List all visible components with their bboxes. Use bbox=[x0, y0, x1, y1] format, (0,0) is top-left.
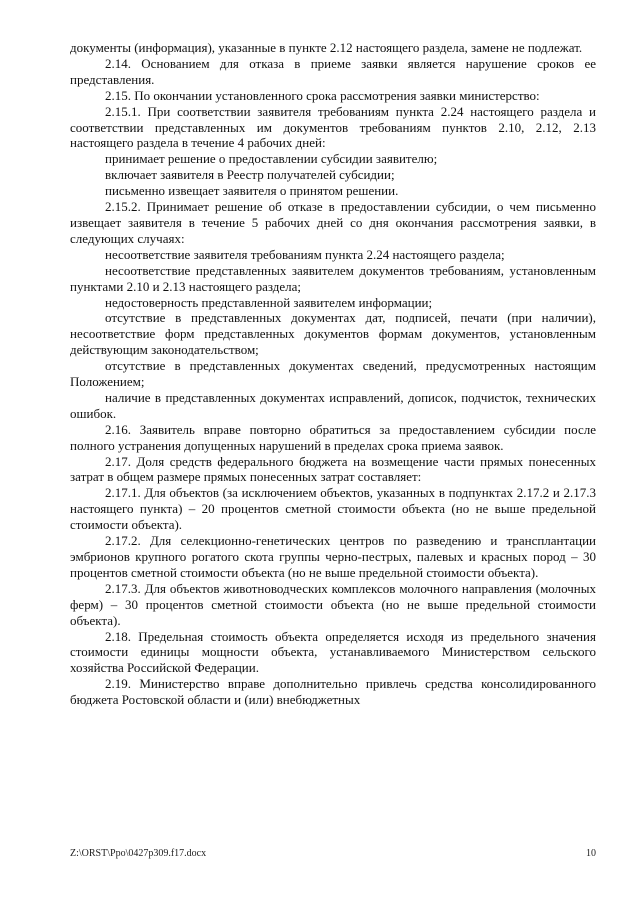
paragraph-2-15-1: 2.15.1. При соответствии заявителя требованиям пункта 2.24 настоящего раздела и соответствии представленных им документов требованиям пунктов 2.10, 2.12, 2.13 настоящего раздела в течение 4 рабочих дней: bbox=[70, 103, 596, 151]
paragraph-2-17-2: 2.17.2. Для селекционно-генетических центров по разведению и трансплантации эмбрионов крупного рогатого скота группы черно-пестрых, палевых и красных пород – 30 процентов сметной стоимости объекта (но не выше предельной стоимости объекта). bbox=[70, 533, 596, 580]
list-item: недостоверность представленной заявителем информации; bbox=[105, 294, 433, 310]
list-item: несоответствие представленных заявителем документов требованиям, установленным пунктами 2.10 и 2.13 настоящего раздела; bbox=[70, 262, 596, 294]
page-number: 10 bbox=[586, 848, 596, 859]
list-item: несоответствие заявителя требованиям пункта 2.24 настоящего раздела; bbox=[105, 246, 505, 262]
file-path: Z:\ORST\Ppo\0427p309.f17.docx bbox=[70, 848, 207, 859]
paragraph-2-17: 2.17. Доля средств федерального бюджета на возмещение части прямых понесенных затрат в общем размере прямых понесенных затрат составляет: bbox=[70, 453, 596, 485]
paragraph-2-15-2: 2.15.2. Принимает решение об отказе в предоставлении субсидии, о чем письменно извещает заявителя в течение 5 рабочих дней со дня окончания рассмотрения заявки, в следующих случаях: bbox=[70, 199, 596, 246]
paragraph-2-17-1: 2.17.1. Для объектов (за исключением объектов, указанных в подпунктах 2.17.2 и 2.17.3 настоящего пункта) – 20 процентов сметной стоимости объекта (но не выше предельной стоимости объекта). bbox=[70, 485, 596, 533]
list-item: принимает решение о предоставлении субсидии заявителю; bbox=[105, 151, 438, 167]
paragraph-2-19: 2.19. Министерство вправе дополнительно привлечь средства консолидированного бюджета Ростовской области и (или) внебюджетных bbox=[70, 676, 596, 708]
paragraph-continuation: документы (информация), указанные в пункте 2.12 настоящего раздела, замене не подлежат. bbox=[70, 40, 583, 55]
paragraph-2-16: 2.16. Заявитель вправе повторно обратиться за предоставлением субсидии после полного устранения допущенных нарушений в пределах срока приема заявок. bbox=[70, 421, 596, 453]
paragraph-2-17-3: 2.17.3. Для объектов животноводческих комплексов молочного направления (молочных ферм) – 30 процентов сметной стоимости объекта (но не выше предельной стоимости объекта). bbox=[70, 580, 596, 628]
paragraph-2-15: 2.15. По окончании установленного срока рассмотрения заявки министерство: bbox=[105, 87, 540, 103]
list-item: включает заявителя в Реестр получателей субсидии; bbox=[105, 167, 395, 183]
page-footer bbox=[70, 846, 596, 862]
paragraph-2-18: 2.18. Предельная стоимость объекта определяется исходя из предельного значения стоимости единицы мощности объекта, устанавливаемого Министерством сельского хозяйства Российской Федерации. bbox=[70, 628, 596, 676]
list-item: отсутствие в представленных документах дат, подписей, печати (при наличии), несоответствие форм представленных документов формам документов, установленным действующим законодательством; bbox=[70, 310, 596, 358]
paragraph-2-14: 2.14. Основанием для отказа в приеме заявки является нарушение сроков ее представления. bbox=[70, 55, 596, 87]
list-item: отсутствие в представленных документах сведений, предусмотренных настоящим Положением; bbox=[70, 358, 596, 390]
list-item: письменно извещает заявителя о принятом решении. bbox=[105, 183, 399, 199]
list-item: наличие в представленных документах исправлений, дописок, подчисток, технических ошибок. bbox=[70, 389, 596, 421]
document-body bbox=[70, 40, 596, 708]
